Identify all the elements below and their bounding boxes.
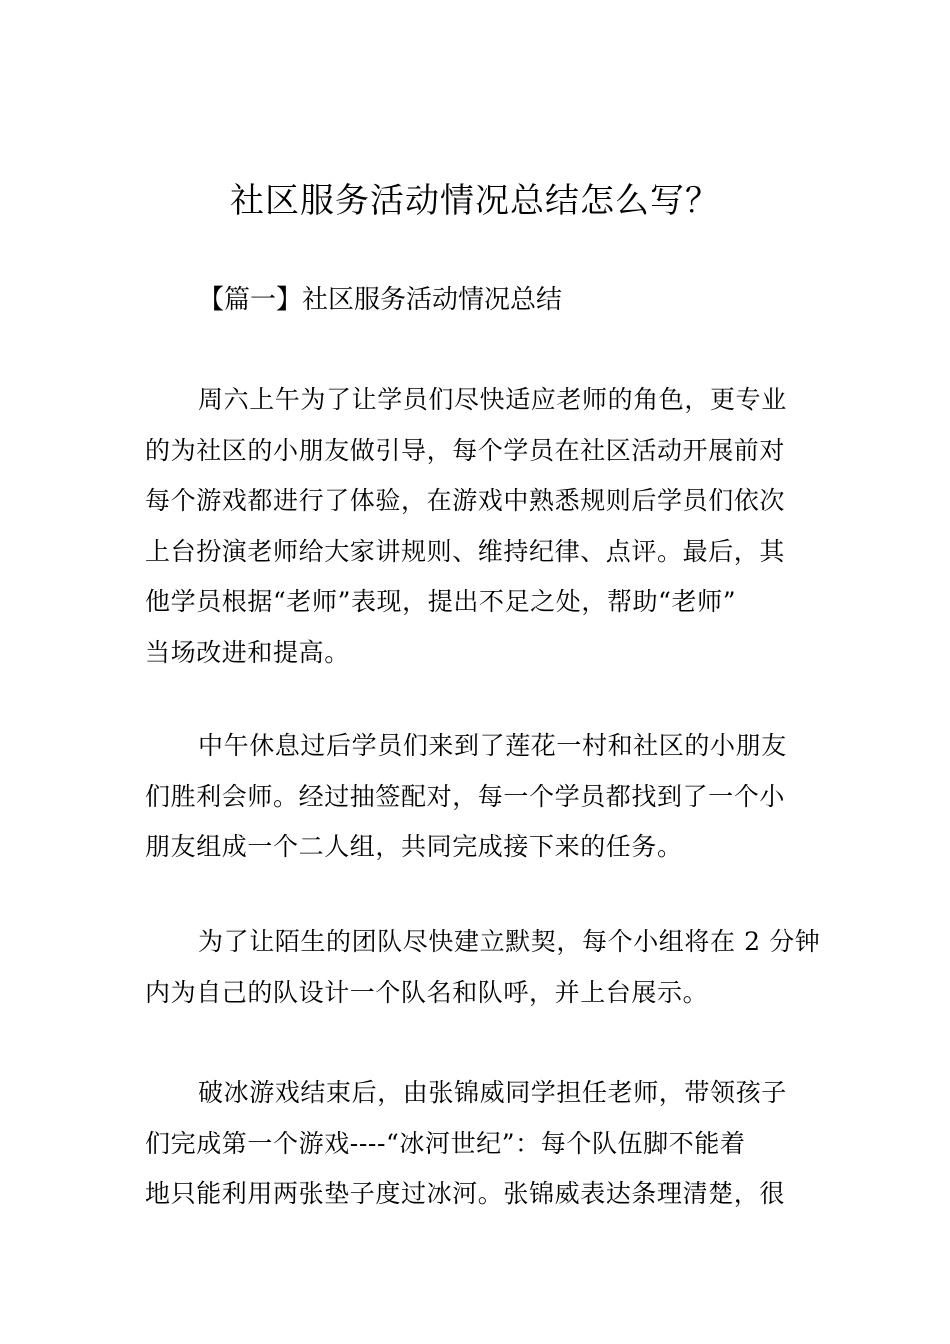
paragraph-1: [145, 375, 805, 678]
paragraph-line: 们胜利会师。经过抽签配对，每一个学员都找到了一个小: [145, 781, 786, 811]
paragraph-line: 他学员根据“老师”表现，提出不足之处，帮助“老师”: [145, 587, 737, 616]
paragraph-line: 每个游戏都进行了体验，在游戏中熟悉规则后学员们依次: [145, 486, 786, 515]
paragraph-line: 内为自己的队设计一个队名和队呼，并上台展示。: [145, 977, 709, 1007]
section-heading: 【篇一】社区服务活动情况总结: [198, 285, 563, 315]
paragraph-line: 周六上午为了让学员们尽快适应老师的角色，更专业: [198, 385, 787, 414]
paragraph-line: 为了让陌生的团队尽快建立默契，每个小组将在 2 分钟: [198, 927, 821, 956]
paragraph-3: [145, 917, 821, 1018]
paragraph-line: 当场改进和提高。: [145, 637, 350, 667]
paragraph-line: 上台扮演老师给大家讲规则、维持纪律、点评。最后，其: [145, 536, 786, 566]
paragraph-line: 的为社区的小朋友做引导，每个学员在社区活动开展前对: [145, 435, 786, 465]
paragraph-4: [145, 1068, 805, 1220]
paragraph-line: 地只能利用两张垫子度过冰河。张锦威表达条理清楚，很: [145, 1179, 786, 1208]
paragraph-line: 们完成第一个游戏----“冰河世纪”：每个队伍脚不能着: [145, 1128, 746, 1158]
paragraph-2: [145, 721, 805, 873]
paragraph-line: 朋友组成一个二人组，共同完成接下来的任务。: [145, 832, 683, 861]
document-title: 社区服务活动情况总结怎么写？: [230, 181, 720, 221]
paragraph-line: 中午休息过后学员们来到了莲花一村和社区的小朋友: [198, 731, 787, 760]
paragraph-line: 破冰游戏结束后，由张锦威同学担任老师，带领孩子: [198, 1078, 787, 1107]
